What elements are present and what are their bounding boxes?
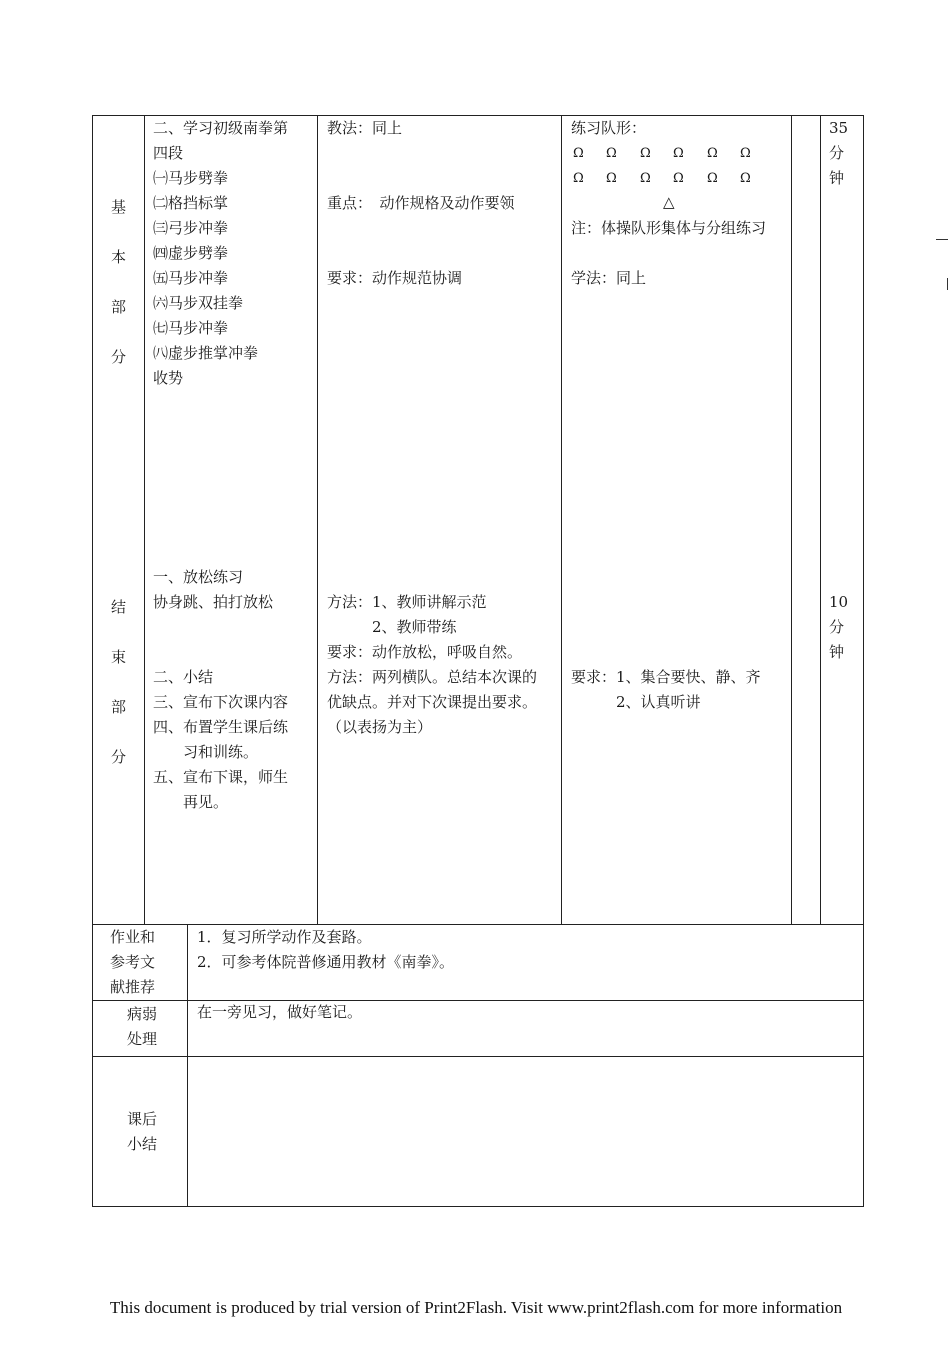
basic-section-label — [111, 195, 126, 395]
formation-title: 练习队形： — [571, 119, 647, 137]
content-line: ㈧虚步推掌冲拳 — [153, 344, 259, 362]
content-line: 五、宣布下课，师生 — [153, 768, 289, 786]
ending-content-summary — [153, 665, 288, 815]
basic-label-char: 部 — [111, 298, 127, 316]
method-line: 方法：两列横队。总结本次课的 — [327, 668, 538, 686]
content-line: ㈢弓步冲拳 — [153, 219, 229, 237]
col-divider-time — [820, 115, 821, 925]
content-line: 协身跳、拍打放松 — [153, 593, 274, 611]
table-left-border — [92, 115, 93, 1207]
ending-method — [327, 590, 537, 740]
sick-treatment: 在一旁见习，做好笔记。 — [197, 1003, 363, 1021]
time-value: 10 — [829, 593, 849, 611]
ending-time — [829, 590, 848, 665]
content-line: ㈣虚步劈拳 — [153, 244, 229, 262]
basic-requirement: 要求：动作规范协调 — [327, 269, 463, 287]
time-unit: 钟 — [829, 169, 845, 187]
label-line: 作业和 — [110, 928, 156, 946]
basic-teach-method: 教法：同上 — [327, 119, 403, 137]
content-line: 习和训练。 — [153, 743, 259, 761]
content-line: ㈤马步冲拳 — [153, 269, 229, 287]
col-divider-label — [144, 115, 145, 925]
table-right-border — [863, 115, 864, 1207]
formation-note: 注：体操队形集体与分组练习 — [571, 219, 767, 237]
edge-mark-dash — [936, 239, 948, 240]
homework-label — [110, 925, 155, 1000]
org-line: 要求：1、集合要快、静、齐 — [571, 668, 761, 686]
student-mark: Ω — [707, 146, 718, 161]
content-line: 四段 — [153, 144, 184, 162]
student-mark: Ω — [673, 146, 684, 161]
edge-mark-tick — [947, 278, 948, 290]
content-line: ㈠马步劈拳 — [153, 169, 229, 187]
col-divider-method — [561, 115, 562, 925]
table-bottom-border — [92, 1206, 864, 1207]
student-mark: Ω — [573, 146, 584, 161]
content-line: 三、宣布下次课内容 — [153, 693, 289, 711]
ending-label-char: 结 — [111, 598, 127, 616]
homework-items — [197, 925, 454, 975]
student-mark: Ω — [640, 146, 651, 161]
student-mark: Ω — [740, 146, 751, 161]
content-line: 二、学习初级南拳第 — [153, 119, 289, 137]
student-mark: Ω — [673, 171, 684, 186]
label-line: 课后 — [127, 1110, 158, 1128]
basic-time — [829, 116, 848, 191]
student-mark: Ω — [573, 171, 584, 186]
ending-label-char: 束 — [111, 648, 127, 666]
student-mark: Ω — [740, 171, 751, 186]
homework-item: 2．可参考体院普修通用教材《南拳》。 — [197, 953, 455, 971]
sick-label — [127, 1002, 157, 1052]
basic-focus: 重点： 动作规格及动作要领 — [327, 194, 515, 212]
student-mark: Ω — [606, 171, 617, 186]
label-line: 处理 — [127, 1030, 158, 1048]
basic-label-char: 分 — [111, 348, 127, 366]
homework-item: 1．复习所学动作及套路。 — [197, 928, 372, 946]
student-mark: Ω — [606, 146, 617, 161]
col-divider-content — [317, 115, 318, 925]
summary-label — [127, 1107, 157, 1157]
org-line: 2、认真听讲 — [571, 693, 701, 711]
content-line: 收势 — [153, 369, 184, 387]
row-divider-sick — [92, 1056, 864, 1057]
label-line: 小结 — [127, 1135, 158, 1153]
teacher-mark: △ — [663, 193, 675, 211]
content-line: ㈦马步冲拳 — [153, 319, 229, 337]
method-line: 2、教师带练 — [327, 618, 457, 636]
ending-content-relax — [153, 565, 273, 615]
content-line: ㈡格挡标掌 — [153, 194, 229, 212]
col-divider-bottom-label — [187, 924, 188, 1207]
learning-method: 学法：同上 — [571, 269, 647, 287]
content-line: 一、放松练习 — [153, 568, 244, 586]
method-line: 方法：1、教师讲解示范 — [327, 593, 487, 611]
content-line: 二、小结 — [153, 668, 214, 686]
method-line: （以表扬为主） — [327, 718, 433, 736]
basic-label-char: 本 — [111, 248, 127, 266]
time-unit: 钟 — [829, 643, 845, 661]
method-line: 要求：动作放松，呼吸自然。 — [327, 643, 523, 661]
time-value: 35 — [829, 119, 849, 137]
time-unit: 分 — [829, 144, 845, 162]
content-line: 再见。 — [153, 793, 229, 811]
student-mark: Ω — [707, 171, 718, 186]
method-line: 优缺点。并对下次课提出要求。 — [327, 693, 538, 711]
ending-label-char: 分 — [111, 748, 127, 766]
col-divider-org — [791, 115, 792, 925]
basic-content — [153, 116, 288, 391]
label-line: 献推荐 — [110, 978, 156, 996]
trial-watermark-footer: This document is produced by trial version of Print2Flash. Visit www.print2flash.com for more information — [109, 1298, 843, 1317]
content-line: 四、布置学生课后练 — [153, 718, 289, 736]
student-mark: Ω — [640, 171, 651, 186]
basic-label-char: 基 — [111, 198, 127, 216]
content-line: ㈥马步双挂拳 — [153, 294, 244, 312]
ending-label-char: 部 — [111, 698, 127, 716]
label-line: 病弱 — [127, 1005, 158, 1023]
time-unit: 分 — [829, 618, 845, 636]
label-line: 参考文 — [110, 953, 156, 971]
ending-organization — [571, 665, 761, 715]
ending-section-label — [111, 595, 126, 795]
